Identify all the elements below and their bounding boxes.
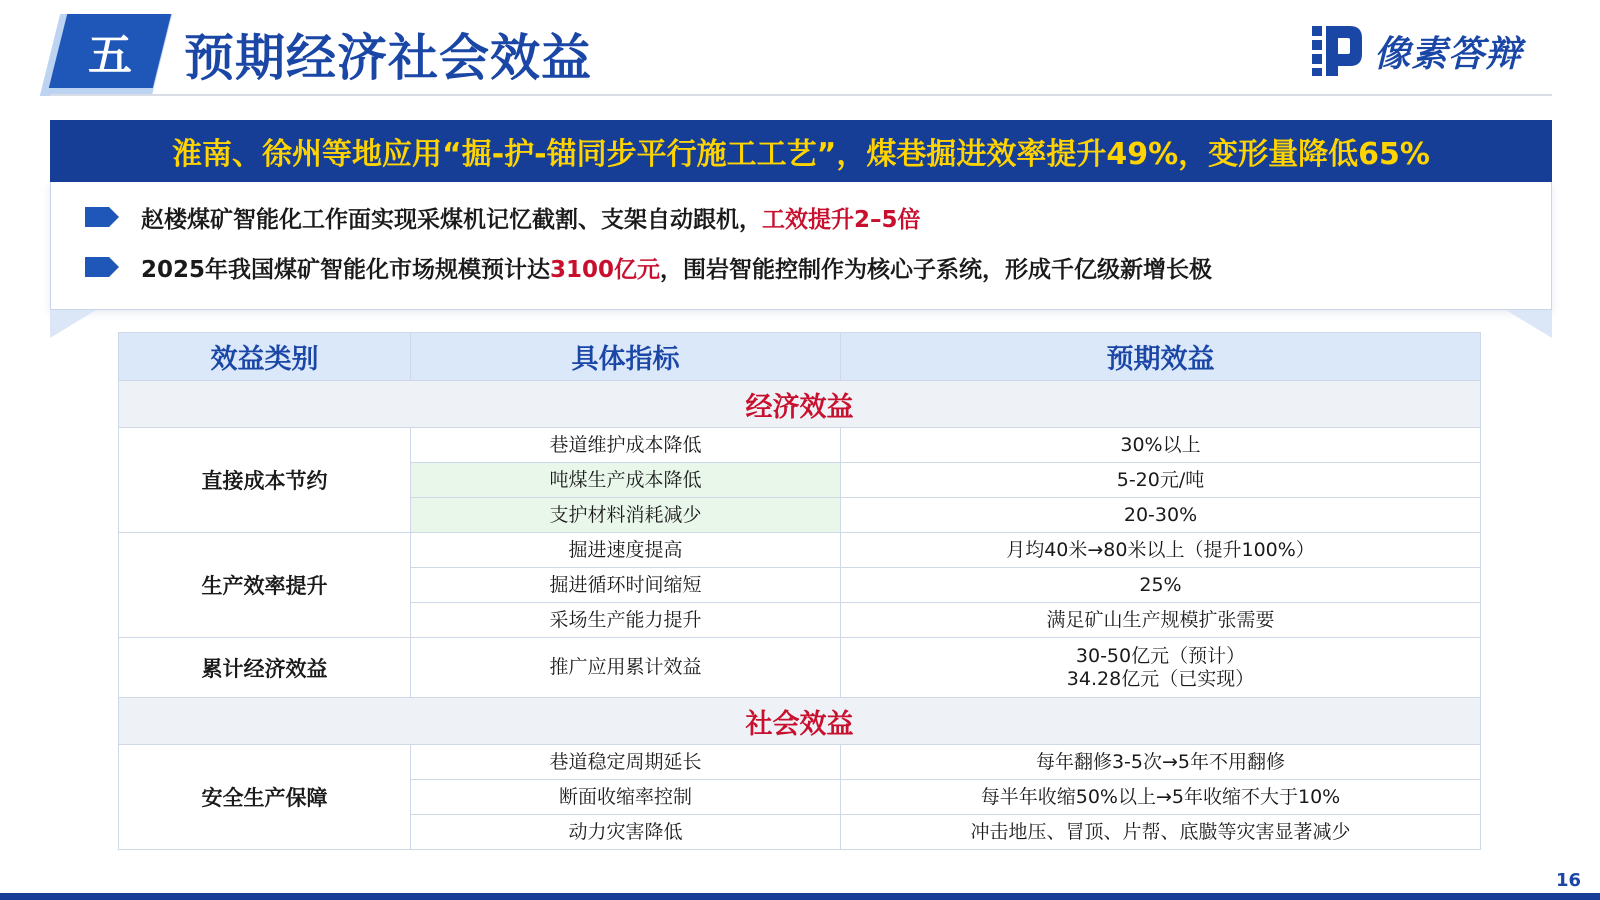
indicator-cell: 推广应用累计效益: [411, 638, 841, 698]
value-line: 30-50亿元（预计）: [1075, 644, 1246, 667]
header-divider: [50, 94, 1552, 96]
bullet-arrow-icon: [85, 207, 119, 227]
bullet-item: [51, 192, 1551, 242]
section-title: 经济效益: [119, 381, 1481, 428]
section-row-economic: [119, 381, 1481, 428]
table-row: [119, 638, 1481, 698]
header-category: 效益类别: [119, 333, 411, 381]
category-cell: 累计经济效益: [119, 638, 411, 698]
section-badge: [49, 14, 171, 88]
value-cell: 月均40米→80米以上（提升100%）: [841, 533, 1481, 568]
indicator-cell: 采场生产能力提升: [411, 603, 841, 638]
bullet-highlight: 工效提升2–5倍: [762, 206, 921, 233]
value-cell: 5-20元/吨: [841, 463, 1481, 498]
header-benefit: 预期效益: [841, 333, 1481, 381]
indicator-cell: 掘进速度提高: [411, 533, 841, 568]
value-cell: 25%: [841, 568, 1481, 603]
page-title: 预期经济社会效益: [184, 29, 592, 87]
section-number: 五: [88, 30, 132, 81]
banner-text: 淮南、徐州等地应用“掘-护-锚同步平行施工工艺”，煤巷掘进效率提升49%，变形量降低65%: [172, 137, 1430, 172]
header-indicator: 具体指标: [411, 333, 841, 381]
category-cell: 安全生产保障: [119, 745, 411, 850]
indicator-cell: 动力灾害降低: [411, 815, 841, 850]
indicator-cell: 断面收缩率控制: [411, 780, 841, 815]
indicator-cell: 巷道维护成本降低: [411, 428, 841, 463]
table-row: [119, 428, 1481, 463]
bullet-highlight: 3100亿元: [550, 256, 661, 283]
indicator-cell: 吨煤生产成本降低: [411, 463, 841, 498]
value-cell: 每半年收缩50%以上→5年收缩不大于10%: [841, 780, 1481, 815]
bullet-text: 2025年我国煤矿智能化市场规模预计达: [141, 256, 551, 283]
page-number: 16: [1556, 870, 1582, 891]
bullet-tail: ，围岩智能控制作为核心子系统，形成千亿级新增长极: [660, 256, 1213, 283]
bullet-item: [51, 242, 1551, 292]
value-cell: [841, 638, 1481, 698]
value-cell: 冲击地压、冒顶、片帮、底臌等灾害显著减少: [841, 815, 1481, 850]
value-cell: 每年翻修3-5次→5年不用翻修: [841, 745, 1481, 780]
section-title: 社会效益: [119, 698, 1481, 745]
headline-banner: [50, 120, 1552, 182]
bullet-text: 赵楼煤矿智能化工作面实现采煤机记忆截割、支架自动跟机，: [141, 206, 762, 233]
decor-wing-right: [1506, 310, 1552, 338]
section-row-social: [119, 698, 1481, 745]
value-line: 34.28亿元（已实现）: [1066, 667, 1255, 690]
footer-bar: [0, 893, 1600, 900]
value-cell: 20-30%: [841, 498, 1481, 533]
bullet-list: [50, 182, 1552, 310]
indicator-cell: 掘进循环时间缩短: [411, 568, 841, 603]
value-cell: 30%以上: [841, 428, 1481, 463]
benefit-table: [118, 332, 1480, 850]
table-header-row: [119, 333, 1481, 381]
indicator-cell: 巷道稳定周期延长: [411, 745, 841, 780]
category-cell: 直接成本节约: [119, 428, 411, 533]
category-cell: 生产效率提升: [119, 533, 411, 638]
decor-wing-left: [50, 310, 96, 338]
pixel-logo-icon: [1310, 24, 1364, 78]
logo-text: 像素答辩: [1374, 33, 1523, 75]
value-cell: 满足矿山生产规模扩张需要: [841, 603, 1481, 638]
table-row: [119, 745, 1481, 780]
brand-logo: [1310, 24, 1552, 78]
bullet-arrow-icon: [85, 257, 119, 277]
indicator-cell: 支护材料消耗减少: [411, 498, 841, 533]
table-row: [119, 533, 1481, 568]
